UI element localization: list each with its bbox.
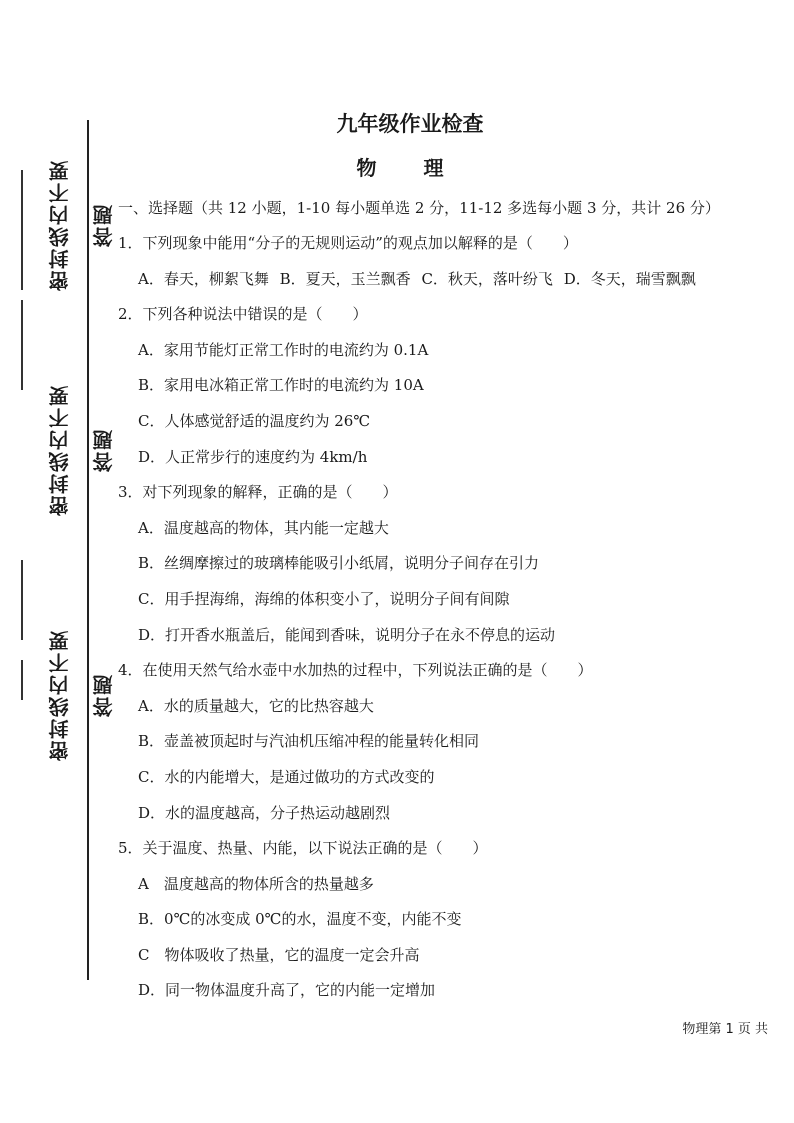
option: B．0℃的冰变成 0℃的水，温度不变，内能不变 [138, 910, 462, 929]
option-row [118, 262, 778, 298]
question-list [118, 226, 778, 1009]
option: D．水的温度越高，分子热运动越剧烈 [138, 803, 391, 822]
question-stem: 3．对下列现象的解释，正确的是（ ） [118, 483, 398, 502]
option: A．春天，柳絮飞舞 [138, 269, 269, 288]
section-heading: 一、选择题（共 12 小题，1-10 每小题单选 2 分，11-12 多选每小题 3 分，共计 26 分） [118, 199, 720, 217]
seal-label-top: 密封线内不要答题 [48, 159, 116, 291]
binding-dash [21, 660, 23, 700]
option: C．人体感觉舒适的温度约为 26℃ [138, 411, 371, 430]
question-stem: 1．下列现象中能用“分子的无规则运动”的观点加以解释的是（ ） [118, 234, 578, 252]
binding-dash [21, 170, 23, 290]
option: B．夏天，玉兰飘香 [279, 269, 411, 288]
option: C．秋天，落叶纷飞 [421, 269, 553, 288]
page-footer: 物理第 1 页 共 [682, 1022, 768, 1037]
question-stem: 2．下列各种说法中错误的是（ ） [118, 305, 368, 324]
option: A．家用节能灯正常工作时的电流约为 0.1A [138, 340, 429, 359]
option: A．温度越高的物体，其内能一定越大 [138, 518, 389, 537]
option: B．壶盖被顶起时与汽油机压缩冲程的能量转化相同 [138, 732, 480, 751]
option: C．用手捏海绵，海绵的体积变小了，说明分子间有间隙 [138, 589, 510, 608]
option: B．丝绸摩擦过的玻璃棒能吸引小纸屑，说明分子间存在引力 [138, 554, 540, 573]
page-title: 九年级作业检查 [336, 111, 484, 136]
seal-label-bottom: 密封线内不要答题 [48, 629, 116, 761]
subject-title: 物 理 [356, 156, 464, 180]
seal-label-middle: 密封线内不要答题 [48, 384, 116, 516]
option: C 物体吸收了热量，它的温度一定会升高 [138, 945, 420, 964]
option: D．同一物体温度升高了，它的内能一定增加 [138, 981, 436, 1000]
option: D．人正常步行的速度约为 4km/h [138, 447, 368, 466]
option: C．水的内能增大，是通过做功的方式改变的 [138, 767, 435, 786]
option: D．冬天，瑞雪飘飘 [563, 269, 696, 288]
question-stem: 5．关于温度、热量、内能，以下说法正确的是（ ） [118, 839, 488, 858]
option: A．水的质量越大，它的比热容越大 [138, 696, 374, 715]
option: B．家用电冰箱正常工作时的电流约为 10A [138, 376, 424, 395]
binding-dash [21, 300, 23, 390]
question-stem: 4．在使用天然气给水壶中水加热的过程中，下列说法正确的是（ ） [118, 661, 593, 680]
option: A 温度越高的物体所含的热量越多 [138, 874, 374, 893]
binding-rule [87, 120, 89, 980]
binding-dash [21, 560, 23, 640]
option: D．打开香水瓶盖后，能闻到香味，说明分子在永不停息的运动 [138, 625, 556, 644]
